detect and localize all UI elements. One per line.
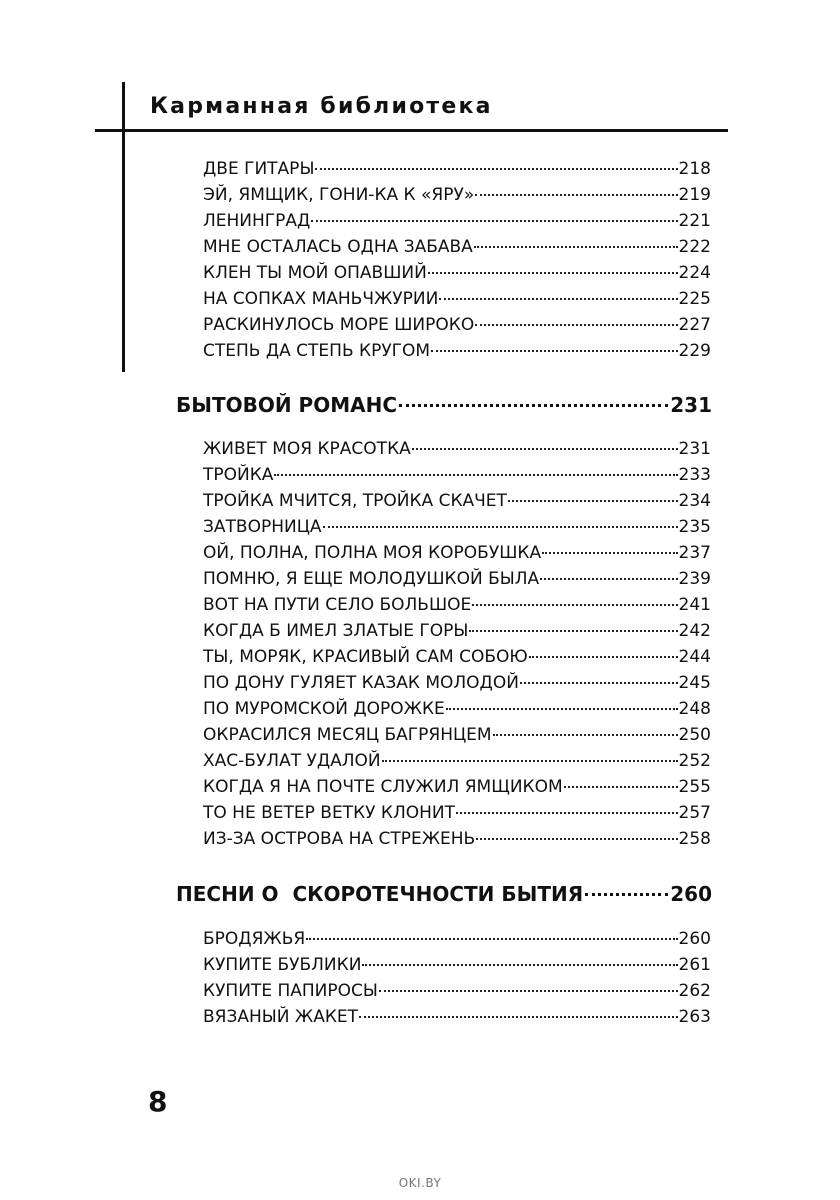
toc-entry-page: 260 (678, 929, 711, 949)
dot-leader (493, 734, 678, 736)
toc-entry-page: 250 (678, 725, 711, 745)
toc-entry-page: 258 (678, 829, 711, 849)
toc-entry[interactable] (203, 491, 711, 513)
dot-leader (315, 168, 677, 170)
dot-leader (431, 350, 677, 352)
toc-entry-title: ТРОЙКА (203, 465, 274, 485)
dot-leader (274, 474, 677, 476)
toc-entry-page: 235 (678, 517, 711, 537)
toc-entry-title: КУПИТЕ ПАПИРОСЫ (203, 981, 378, 1001)
toc-entry[interactable] (203, 929, 711, 951)
toc-entry-page: 221 (678, 211, 711, 231)
toc-entry-page: 231 (678, 439, 711, 459)
dot-leader (412, 448, 678, 450)
toc-entry[interactable] (203, 777, 711, 799)
toc-entry-page: 242 (678, 621, 711, 641)
dot-leader (542, 552, 677, 554)
toc-entry[interactable] (203, 289, 711, 311)
toc-entry-page: 261 (678, 955, 711, 975)
toc-entry-title: КОГДА Б ИМЕЛ ЗЛАТЫЕ ГОРЫ (203, 621, 469, 641)
toc-entry[interactable] (203, 465, 711, 487)
toc-entry-page: 255 (678, 777, 711, 797)
toc-entry[interactable] (203, 829, 711, 851)
toc-entry-page: 237 (678, 543, 711, 563)
toc-entry-page: 234 (678, 491, 711, 511)
toc-entry-title: ЭЙ, ЯМЩИК, ГОНИ-КА К «ЯРУ» (203, 185, 475, 205)
toc-entry[interactable] (203, 237, 711, 259)
dot-leader (585, 893, 668, 896)
dot-leader (529, 656, 678, 658)
toc-entry[interactable] (203, 751, 711, 773)
toc-entry[interactable] (203, 159, 711, 181)
toc-entry-page: 227 (678, 315, 711, 335)
dot-leader (362, 964, 677, 966)
toc-entry[interactable] (203, 803, 711, 825)
dot-leader (564, 786, 678, 788)
dot-leader (439, 298, 677, 300)
toc-entry-title: ПО ДОНУ ГУЛЯЕТ КАЗАК МОЛОДОЙ (203, 673, 519, 693)
section-page: 231 (670, 393, 712, 417)
toc-entry[interactable] (203, 517, 711, 539)
dot-leader (379, 990, 678, 992)
toc-entry-title: ИЗ-ЗА ОСТРОВА НА СТРЕЖЕНЬ (203, 829, 476, 849)
toc-entry-page: 257 (678, 803, 711, 823)
toc-entry-page: 229 (678, 341, 711, 361)
toc-entry[interactable] (203, 981, 711, 1003)
dot-leader (311, 220, 677, 222)
toc-entry-title: ВЯЗАНЫЙ ЖАКЕТ (203, 1007, 359, 1027)
toc-entry[interactable] (203, 725, 711, 747)
dot-leader (446, 708, 678, 710)
toc-entry-page: 252 (678, 751, 711, 771)
toc-entry-title: КОГДА Я НА ПОЧТЕ СЛУЖИЛ ЯМЩИКОМ (203, 777, 563, 797)
toc-entry-title: ДВЕ ГИТАРЫ (203, 159, 315, 179)
toc-entry-page: 218 (678, 159, 711, 179)
dot-leader (359, 1016, 678, 1018)
toc-entry[interactable] (203, 439, 711, 461)
dot-leader (520, 682, 678, 684)
toc-entry-title: ПОМНЮ, Я ЕЩЕ МОЛОДУШКОЙ БЫЛА (203, 569, 540, 589)
toc-entry-page: 224 (678, 263, 711, 283)
dot-leader (323, 526, 678, 528)
toc-entry-page: 239 (678, 569, 711, 589)
toc-entry[interactable] (203, 1007, 711, 1029)
toc-entry-page: 219 (678, 185, 711, 205)
toc-entry-page: 222 (678, 237, 711, 257)
section-page: 260 (670, 882, 712, 906)
toc-entry-title: МНЕ ОСТАЛАСЬ ОДНА ЗАБАВА (203, 237, 473, 257)
toc-entry-page: 241 (678, 595, 711, 615)
dot-leader (540, 578, 677, 580)
toc-entry-title: ТЫ, МОРЯК, КРАСИВЫЙ САМ СОБОЮ (203, 647, 528, 667)
toc-entry[interactable] (203, 595, 711, 617)
toc-entry-title: ХАС-БУЛАТ УДАЛОЙ (203, 751, 381, 771)
toc-entry[interactable] (203, 263, 711, 285)
toc-entry-title: НА СОПКАХ МАНЬЧЖУРИИ (203, 289, 439, 309)
toc-entry-title: ТРОЙКА МЧИТСЯ, ТРОЙКА СКАЧЕТ (203, 491, 507, 511)
toc-entry[interactable] (203, 185, 711, 207)
dot-leader (474, 246, 678, 248)
toc-entry[interactable] (203, 647, 711, 669)
toc-entry[interactable] (203, 699, 711, 721)
running-head: Карманная библиотека (150, 94, 493, 119)
dot-leader (472, 604, 677, 606)
dot-leader (508, 500, 678, 502)
dot-leader (456, 812, 678, 814)
dot-leader (382, 760, 678, 762)
toc-entry-page: 248 (678, 699, 711, 719)
toc-entry-title: ЛЕНИНГРАД (203, 211, 311, 231)
toc-entry-page: 263 (678, 1007, 711, 1027)
toc-entry-page: 233 (678, 465, 711, 485)
toc-entry-title: ОКРАСИЛСЯ МЕСЯЦ БАГРЯНЦЕМ (203, 725, 492, 745)
toc-entry-page: 262 (678, 981, 711, 1001)
dot-leader (469, 630, 677, 632)
section-title: БЫТОВОЙ РОМАНС (176, 393, 398, 417)
toc-entry[interactable] (203, 955, 711, 977)
toc-entry-title: ПО МУРОМСКОЙ ДОРОЖКЕ (203, 699, 445, 719)
toc-entry-title: РАСКИНУЛОСЬ МОРЕ ШИРОКО (203, 315, 475, 335)
toc-entry-title: СТЕПЬ ДА СТЕПЬ КРУГОМ (203, 341, 431, 361)
toc-entry-page: 245 (678, 673, 711, 693)
dot-leader (428, 272, 678, 274)
toc-entry-page: 244 (678, 647, 711, 667)
toc-entry-title: ЖИВЕТ МОЯ КРАСОТКА (203, 439, 411, 459)
dot-leader (475, 324, 677, 326)
dot-leader (476, 838, 677, 840)
toc-entry-title: ЗАТВОРНИЦА (203, 517, 322, 537)
dot-leader (306, 938, 677, 940)
section-heading[interactable] (176, 393, 712, 421)
toc-entry-title: ТО НЕ ВЕТЕР ВЕТКУ КЛОНИТ (203, 803, 456, 823)
toc-entry[interactable] (203, 211, 711, 233)
section-heading[interactable] (176, 882, 712, 910)
watermark: OKI.BY (398, 1176, 442, 1190)
section-title: ПЕСНИ О СКОРОТЕЧНОСТИ БЫТИЯ (176, 882, 584, 906)
toc-entry[interactable] (203, 569, 711, 591)
toc-entry-title: БРОДЯЖЬЯ (203, 929, 306, 949)
toc-entry[interactable] (203, 341, 711, 363)
toc-entry[interactable] (203, 315, 711, 337)
toc-entry[interactable] (203, 621, 711, 643)
dot-leader (475, 194, 677, 196)
toc-entry-title: КУПИТЕ БУБЛИКИ (203, 955, 362, 975)
toc-entry[interactable] (203, 543, 711, 565)
toc-entry-title: КЛЕН ТЫ МОЙ ОПАВШИЙ (203, 263, 427, 283)
toc-entry-title: ВОТ НА ПУТИ СЕЛО БОЛЬШОЕ (203, 595, 472, 615)
toc-entry-title: ОЙ, ПОЛНА, ПОЛНА МОЯ КОРОБУШКА (203, 543, 542, 563)
page-number: 8 (148, 1085, 168, 1118)
dot-leader (399, 404, 668, 407)
toc-entry-page: 225 (678, 289, 711, 309)
toc-entry[interactable] (203, 673, 711, 695)
